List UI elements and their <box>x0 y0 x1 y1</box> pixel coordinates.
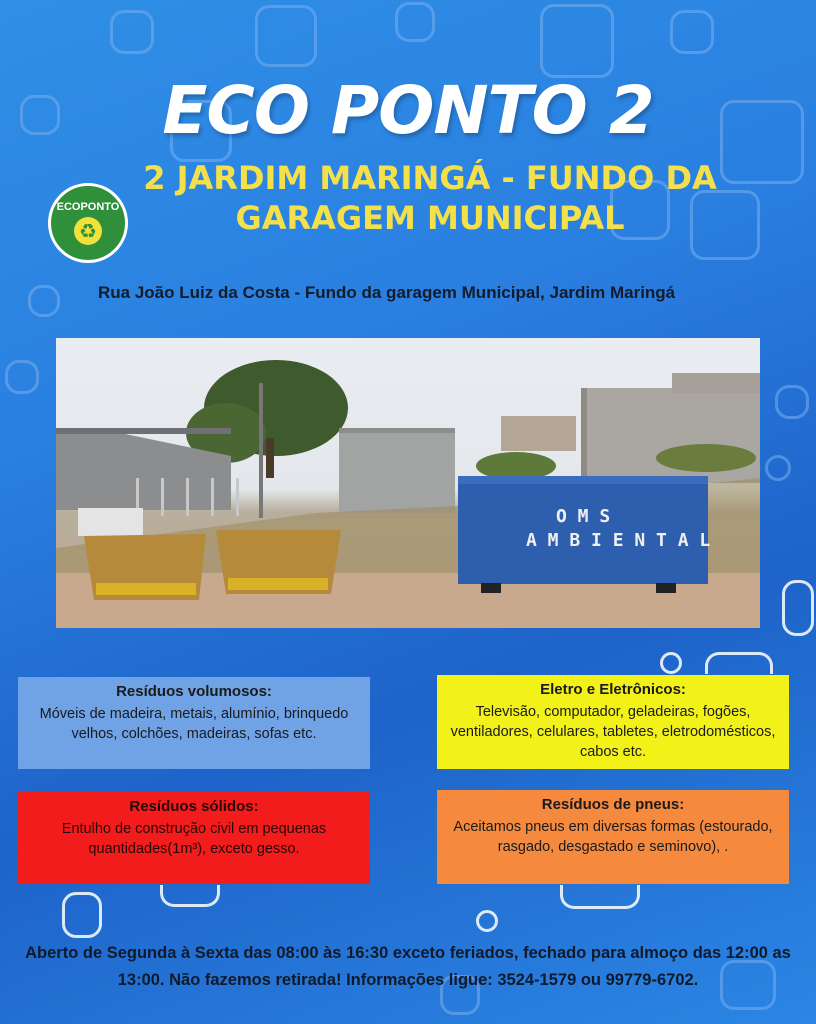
category-title: Resíduos volumosos: <box>116 683 272 700</box>
page-subtitle: 2 JARDIM MARINGÁ - FUNDO DA GARAGEM MUNICIPAL <box>143 159 717 237</box>
category-title: Resíduos sólidos: <box>129 798 259 815</box>
category-text: Entulho de construção civil em pequenas quantidades(1m³), exceto gesso. <box>61 821 327 857</box>
footer-info: Aberto de Segunda à Sexta das 08:00 às 16:30 exceto feriados, fechado para almoço das 12:00 as 13:00. Não fazemos retirada! Informações ligue: 3524-1579 ou 99779-6702. <box>25 944 791 989</box>
category-title: Resíduos de pneus: <box>541 796 685 813</box>
category-card-pneus <box>437 790 789 884</box>
category-text: Televisão, computador, geladeiras, fogões, ventiladores, celulares, tabletes, eletrodomésticos, cabos etc. <box>450 704 776 760</box>
logo-text: ECOPONTO <box>56 201 120 213</box>
category-title: Eletro e Eletrônicos: <box>540 681 686 698</box>
recycle-icon: ♻ <box>74 217 102 245</box>
page-title: ECO PONTO 2 <box>162 72 654 149</box>
category-text: Aceitamos pneus em diversas formas (estourado, rasgado, desgastado e seminovo), . <box>453 819 773 855</box>
category-text: Móveis de madeira, metais, alumínio, brinquedo velhos, colchões, madeiras, sofas etc. <box>39 706 349 742</box>
container-label-line: A M B I E N T A L <box>526 530 711 551</box>
site-photo-illustration <box>56 338 760 628</box>
container-label-line: O M S <box>556 506 611 527</box>
category-card-eletronicos <box>437 675 789 769</box>
category-card-solidos <box>18 792 370 884</box>
site-photo <box>56 338 760 628</box>
ecoponto-logo <box>48 183 128 263</box>
address-text: Rua João Luiz da Costa - Fundo da garagem Municipal, Jardim Maringá <box>98 283 676 302</box>
category-card-volumosos <box>18 677 370 769</box>
